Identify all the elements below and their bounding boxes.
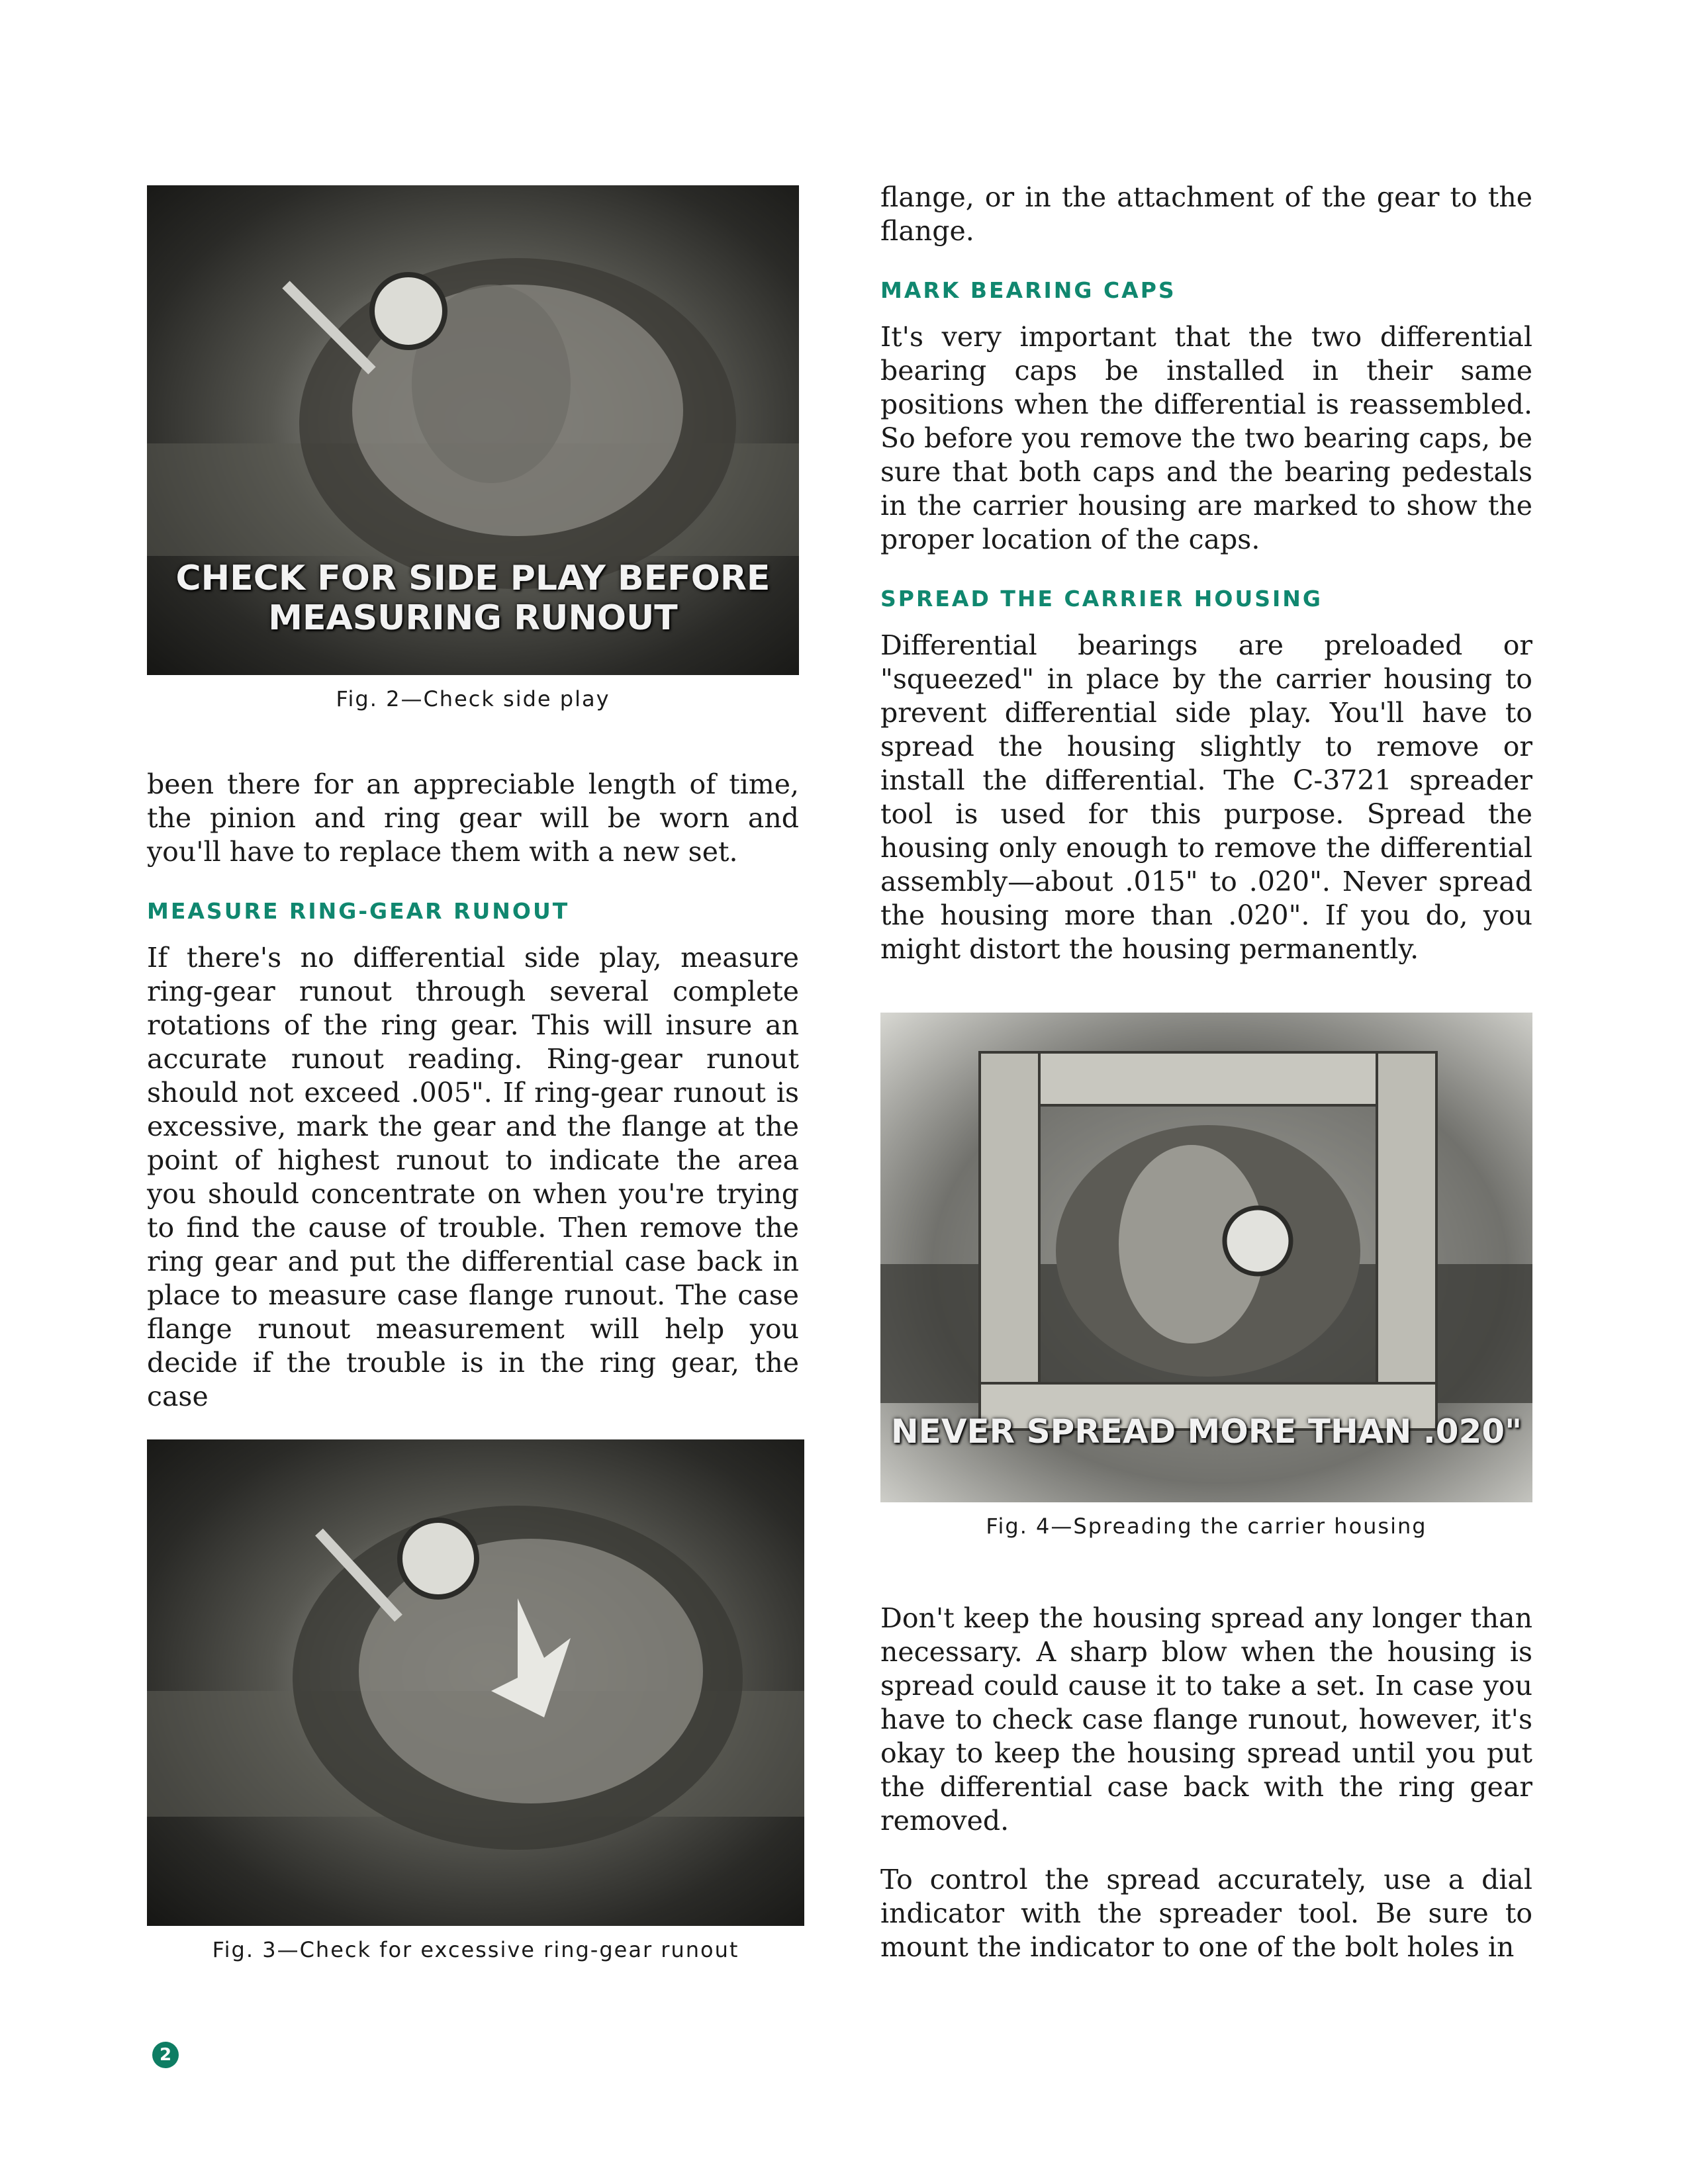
paragraph: Differential bearings are preloaded or "squeezed" in place by the carrier housing to prevent differential side play. You'll have to spread the housing slightly to remove or install the differential. The C-3721 spreader tool is used for this purpose. Spread the housing only enough to remove the differential assembly—about .015" to .020". Never spread the housing more than .020". If you do, you might distort the housing permanently. (880, 629, 1532, 965)
figure-2-photo (147, 185, 799, 675)
paragraph: If there's no differential side play, measure ring-gear runout through several complete rotations of the ring gear. This will insure an accurate runout reading. Ring-gear runout should not exceed .005". If ring-gear runout is excessive, mark the gear and the flange at the point of highest runout to indicate the area you should concentrate on when you're trying to find the cause of trouble. Then remove the ring gear and put the differential case back in place to measure case flange runout. The case flange runout measurement will help you decide if the trouble is in the ring gear, the case (147, 942, 799, 1412)
section-heading: SPREAD THE CARRIER HOUSING (880, 586, 1323, 612)
figure-4-photo (880, 1013, 1532, 1502)
right-column-lower (880, 1602, 1532, 1964)
page-number-badge: 2 (152, 2042, 179, 2068)
figure-3-caption: Fig. 3—Check for excessive ring-gear runout (212, 1937, 739, 1962)
figure-4-overlay-text: NEVER SPREAD MORE THAN .020" (890, 1412, 1523, 1451)
right-column-upper (880, 181, 1532, 966)
figure-2-caption: Fig. 2—Check side play (336, 686, 610, 711)
figure-4-caption: Fig. 4—Spreading the carrier housing (986, 1514, 1427, 1539)
ring-gear-photo-illustration (147, 1439, 804, 1926)
left-column-upper (147, 768, 799, 1414)
section-heading: MARK BEARING CAPS (880, 277, 1176, 303)
paragraph: been there for an appreciable length of time, the pinion and ring gear will be worn and you'll have to replace them with a new set. (147, 768, 799, 868)
section-heading: MEASURE RING-GEAR RUNOUT (147, 898, 570, 924)
figure-2-overlay-text: CHECK FOR SIDE PLAY BEFORE MEASURING RUNOUT (175, 559, 771, 638)
figure-3-photo (147, 1439, 804, 1926)
paragraph: It's very important that the two differential bearing caps be installed in their same positions when the differential is reassembled. So before you remove the two bearing caps, be sure that both caps and the bearing pedestals in the carrier housing are marked to show the proper location of the caps. (880, 321, 1532, 555)
paragraph: To control the spread accurately, use a dial indicator with the spreader tool. Be sure to mount the indicator to one of the bolt holes in (880, 1864, 1532, 1963)
paragraph: Don't keep the housing spread any longer than necessary. A sharp blow when the housing is spread could cause it to take a set. In case you have to check case flange runout, however, it's okay to keep the housing spread until you put the differential case back with the ring gear removed. (880, 1602, 1532, 1837)
paragraph: flange, or in the attachment of the gear to the flange. (880, 181, 1532, 247)
